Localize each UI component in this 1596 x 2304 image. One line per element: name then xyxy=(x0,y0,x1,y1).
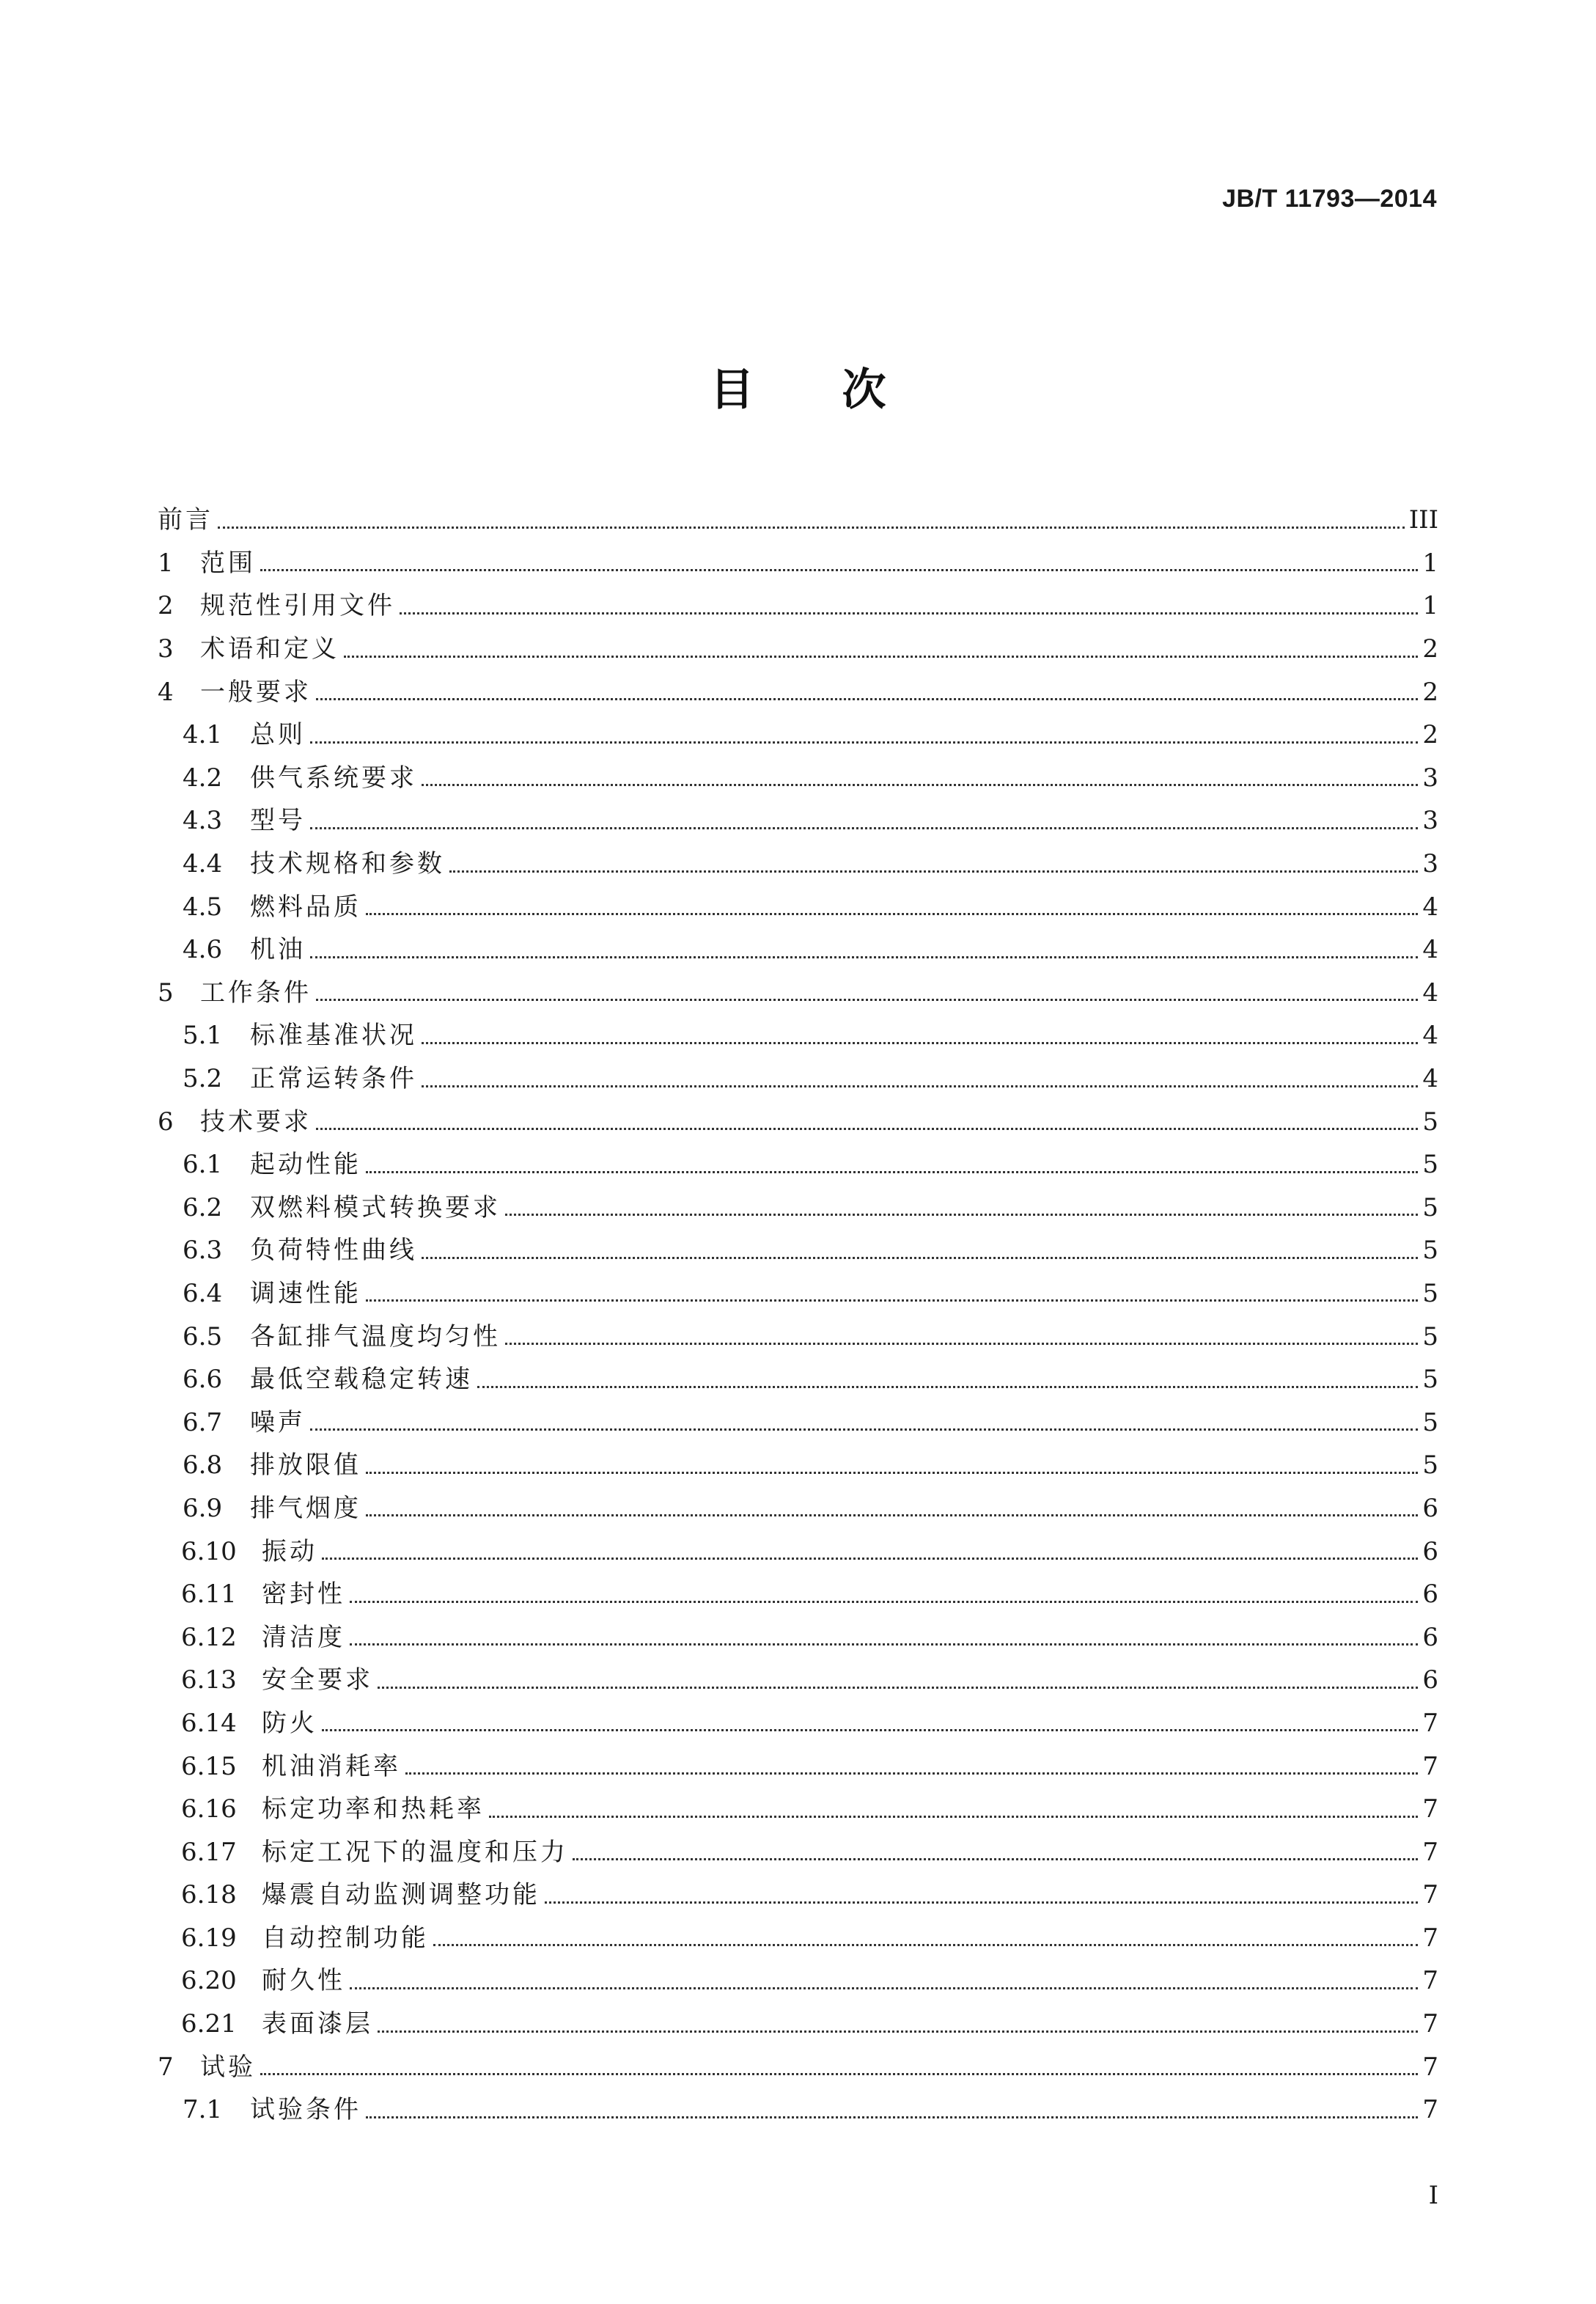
table-of-contents xyxy=(158,499,1438,2132)
toc-entry-number: 6.12 xyxy=(181,1622,237,1652)
toc-entry-label: 防火 xyxy=(262,1708,317,1738)
toc-entry-page: 7 xyxy=(1422,1923,1438,1953)
toc-entry-number: 4 xyxy=(158,677,174,707)
toc-entry[interactable] xyxy=(158,2045,1438,2088)
toc-entry[interactable] xyxy=(158,713,1438,757)
toc-entry-label: 技术要求 xyxy=(200,1107,312,1137)
toc-entry-number: 6.19 xyxy=(181,1923,237,1953)
toc-entry-page: 7 xyxy=(1422,2009,1438,2039)
toc-entry-label: 标准基准状况 xyxy=(250,1021,417,1051)
toc-entry-label: 工作条件 xyxy=(200,977,312,1008)
toc-entry-label: 燃料品质 xyxy=(250,892,361,922)
toc-dot-leader xyxy=(310,956,1418,958)
toc-entry-label: 机油 xyxy=(250,935,306,965)
toc-entry[interactable] xyxy=(158,1917,1438,1960)
toc-dot-leader xyxy=(310,741,1418,744)
toc-entry[interactable] xyxy=(158,1315,1438,1358)
toc-dot-leader xyxy=(378,1687,1418,1689)
toc-entry[interactable] xyxy=(158,843,1438,886)
toc-dot-leader xyxy=(366,1514,1418,1516)
toc-entry[interactable] xyxy=(158,1959,1438,2003)
toc-entry-number: 7.1 xyxy=(183,2095,223,2125)
toc-entry-label: 标定功率和热耗率 xyxy=(262,1794,485,1824)
toc-entry-number: 6.14 xyxy=(181,1708,237,1738)
toc-dot-leader xyxy=(366,1299,1418,1302)
toc-entry-number: 6.7 xyxy=(183,1407,223,1437)
toc-entry-number: 6 xyxy=(158,1107,174,1137)
toc-entry-label: 调速性能 xyxy=(250,1278,361,1308)
toc-entry-page: 7 xyxy=(1422,2052,1438,2082)
toc-entry-label: 清洁度 xyxy=(262,1622,345,1652)
toc-dot-leader xyxy=(489,1816,1418,1818)
toc-entry-page: 7 xyxy=(1422,1880,1438,1910)
toc-entry-label: 试验 xyxy=(200,2052,256,2082)
toc-entry-page: 6 xyxy=(1422,1622,1438,1652)
toc-entry-label: 技术规格和参数 xyxy=(250,849,445,879)
toc-entry-number: 5.1 xyxy=(183,1021,223,1051)
toc-entry[interactable] xyxy=(158,1659,1438,1702)
toc-dot-leader xyxy=(422,1042,1418,1044)
toc-entry[interactable] xyxy=(158,1530,1438,1573)
toc-entry[interactable] xyxy=(158,1702,1438,1745)
toc-entry-page: 3 xyxy=(1422,763,1438,793)
toc-entry[interactable] xyxy=(158,972,1438,1015)
toc-entry-page: 2 xyxy=(1422,634,1438,664)
toc-entry-label: 机油消耗率 xyxy=(262,1751,401,1781)
toc-entry-label: 噪声 xyxy=(250,1407,306,1437)
toc-entry-label: 标定工况下的温度和压力 xyxy=(262,1837,568,1867)
toc-entry-page: 4 xyxy=(1422,1021,1438,1051)
toc-entry-page: 3 xyxy=(1422,849,1438,879)
toc-entry-number: 4.1 xyxy=(183,720,223,750)
toc-entry-label: 供气系统要求 xyxy=(250,763,417,793)
toc-entry-page: 7 xyxy=(1422,1837,1438,1867)
toc-dot-leader xyxy=(422,1085,1418,1087)
toc-entry-page: 4 xyxy=(1422,935,1438,965)
toc-entry[interactable] xyxy=(158,1444,1438,1487)
toc-entry-number: 5.2 xyxy=(183,1064,223,1094)
toc-entry[interactable] xyxy=(158,1014,1438,1057)
toc-entry-page: 5 xyxy=(1422,1407,1438,1437)
toc-dot-leader xyxy=(366,1171,1418,1173)
toc-entry-label: 耐久性 xyxy=(262,1966,345,1996)
toc-entry-label: 术语和定义 xyxy=(200,634,339,664)
toc-entry-page: 6 xyxy=(1422,1665,1438,1695)
toc-dot-leader xyxy=(505,1343,1418,1345)
toc-dot-leader xyxy=(316,999,1418,1001)
toc-dot-leader xyxy=(378,2030,1418,2033)
toc-entry-label: 总则 xyxy=(250,720,306,750)
toc-entry[interactable] xyxy=(158,542,1438,585)
toc-entry-page: 6 xyxy=(1422,1536,1438,1566)
toc-entry-number: 6.2 xyxy=(183,1192,223,1222)
toc-dot-leader xyxy=(449,870,1418,873)
toc-entry[interactable] xyxy=(158,1401,1438,1444)
toc-entry-page: 6 xyxy=(1422,1493,1438,1523)
toc-dot-leader xyxy=(350,1643,1418,1646)
toc-entry-page: 7 xyxy=(1422,1751,1438,1781)
toc-entry-number: 6.11 xyxy=(181,1580,237,1610)
toc-entry[interactable] xyxy=(158,1186,1438,1230)
toc-entry[interactable] xyxy=(158,757,1438,800)
toc-entry-page: 2 xyxy=(1422,720,1438,750)
toc-entry-number: 1 xyxy=(158,548,174,578)
toc-entry-number: 7 xyxy=(158,2052,174,2082)
toc-entry[interactable] xyxy=(158,1615,1438,1659)
toc-dot-leader xyxy=(322,1729,1418,1731)
toc-entry-number: 6.17 xyxy=(181,1837,237,1867)
toc-dot-leader xyxy=(505,1214,1418,1216)
toc-entry-number: 6.20 xyxy=(181,1966,237,1996)
toc-entry[interactable] xyxy=(158,628,1438,671)
toc-entry-number: 6.18 xyxy=(181,1880,237,1910)
toc-entry-label: 范围 xyxy=(200,548,256,578)
toc-entry-number: 6.1 xyxy=(183,1150,223,1180)
toc-dot-leader xyxy=(477,1386,1418,1388)
toc-entry-label: 自动控制功能 xyxy=(262,1923,429,1953)
toc-entry[interactable] xyxy=(158,1057,1438,1101)
toc-entry[interactable] xyxy=(158,499,1438,542)
toc-entry[interactable] xyxy=(158,1229,1438,1272)
toc-entry-label: 负荷特性曲线 xyxy=(250,1236,417,1266)
toc-entry-number: 4.5 xyxy=(183,892,223,922)
toc-dot-leader xyxy=(366,913,1418,915)
toc-entry-page: 7 xyxy=(1422,1708,1438,1738)
toc-dot-leader xyxy=(422,1257,1418,1259)
toc-entry[interactable] xyxy=(158,1100,1438,1143)
toc-dot-leader xyxy=(260,2073,1418,2075)
toc-entry-label: 振动 xyxy=(262,1536,317,1566)
toc-entry[interactable] xyxy=(158,670,1438,713)
toc-dot-leader xyxy=(322,1558,1418,1560)
toc-entry[interactable] xyxy=(158,1573,1438,1616)
toc-entry-label: 试验条件 xyxy=(250,2095,361,2125)
toc-entry[interactable] xyxy=(158,885,1438,928)
toc-entry-number: 3 xyxy=(158,634,174,664)
toc-entry-page: 5 xyxy=(1422,1321,1438,1351)
toc-entry-label: 规范性引用文件 xyxy=(200,591,395,621)
toc-entry-label: 最低空载稳定转速 xyxy=(250,1365,473,1395)
toc-dot-leader xyxy=(310,827,1418,829)
toc-entry-page: 5 xyxy=(1422,1150,1438,1180)
toc-entry-page: III xyxy=(1408,505,1438,535)
toc-entry-page: 5 xyxy=(1422,1192,1438,1222)
toc-entry-label: 爆震自动监测调整功能 xyxy=(262,1880,540,1910)
toc-dot-leader xyxy=(405,1772,1418,1775)
toc-entry-number: 2 xyxy=(158,591,174,621)
toc-entry-label: 排气烟度 xyxy=(250,1493,361,1523)
toc-entry-label: 一般要求 xyxy=(200,677,312,707)
toc-entry-label: 排放限值 xyxy=(250,1450,361,1481)
toc-entry[interactable] xyxy=(158,1874,1438,1917)
toc-entry-page: 4 xyxy=(1422,1064,1438,1094)
toc-dot-leader xyxy=(350,1987,1418,1989)
toc-entry-number: 6.4 xyxy=(183,1278,223,1308)
toc-entry-number: 6.13 xyxy=(181,1665,237,1695)
toc-entry-number: 4.6 xyxy=(183,935,223,965)
toc-entry[interactable] xyxy=(158,2003,1438,2046)
toc-entry-label: 密封性 xyxy=(262,1580,345,1610)
toc-entry-page: 1 xyxy=(1422,591,1438,621)
toc-entry-number: 4.3 xyxy=(183,806,223,836)
toc-entry-label: 安全要求 xyxy=(262,1665,373,1695)
document-code: JB/T 11793—2014 xyxy=(1222,185,1437,213)
toc-entry-page: 4 xyxy=(1422,977,1438,1008)
toc-entry-number: 4.2 xyxy=(183,763,223,793)
toc-dot-leader xyxy=(350,1601,1418,1603)
toc-entry-page: 5 xyxy=(1422,1236,1438,1266)
toc-entry-page: 5 xyxy=(1422,1278,1438,1308)
toc-entry[interactable] xyxy=(158,1143,1438,1186)
toc-entry-page: 5 xyxy=(1422,1107,1438,1137)
toc-entry[interactable] xyxy=(158,1487,1438,1530)
toc-dot-leader xyxy=(573,1858,1418,1860)
toc-entry[interactable] xyxy=(158,799,1438,843)
toc-entry[interactable] xyxy=(158,1744,1438,1788)
toc-entry-number: 4.4 xyxy=(183,849,223,879)
toc-entry[interactable] xyxy=(158,1788,1438,1831)
toc-entry[interactable] xyxy=(158,1358,1438,1401)
toc-entry-number: 6.21 xyxy=(181,2009,237,2039)
toc-entry-number: 6.8 xyxy=(183,1450,223,1481)
toc-dot-leader xyxy=(344,656,1418,658)
toc-entry-label: 型号 xyxy=(250,806,306,836)
toc-entry-label: 前言 xyxy=(158,505,213,535)
footer-page-number: I xyxy=(1428,2181,1438,2210)
toc-entry-page: 4 xyxy=(1422,892,1438,922)
toc-dot-leader xyxy=(310,1428,1418,1431)
toc-entry-number: 6.3 xyxy=(183,1236,223,1266)
toc-dot-leader xyxy=(366,1472,1418,1474)
toc-dot-leader xyxy=(316,1128,1418,1130)
page-title: 目次 xyxy=(710,364,974,416)
toc-entry-label: 表面漆层 xyxy=(262,2009,373,2039)
toc-dot-leader xyxy=(422,784,1418,786)
toc-entry-page: 7 xyxy=(1422,2095,1438,2125)
toc-entry-page: 7 xyxy=(1422,1794,1438,1824)
toc-entry-number: 5 xyxy=(158,977,174,1008)
toc-entry-page: 3 xyxy=(1422,806,1438,836)
toc-entry[interactable] xyxy=(158,2088,1438,2132)
toc-dot-leader xyxy=(545,1901,1418,1904)
toc-entry-number: 6.5 xyxy=(183,1321,223,1351)
toc-entry-page: 5 xyxy=(1422,1365,1438,1395)
toc-entry-page: 1 xyxy=(1422,548,1438,578)
toc-entry-label: 正常运转条件 xyxy=(250,1064,417,1094)
toc-entry-number: 6.15 xyxy=(181,1751,237,1781)
toc-entry-page: 2 xyxy=(1422,677,1438,707)
toc-entry-label: 起动性能 xyxy=(250,1150,361,1180)
toc-dot-leader xyxy=(316,698,1418,700)
toc-entry-page: 5 xyxy=(1422,1450,1438,1481)
toc-entry-page: 7 xyxy=(1422,1966,1438,1996)
toc-entry-number: 6.10 xyxy=(181,1536,237,1566)
toc-dot-leader xyxy=(218,527,1405,529)
toc-entry-label: 双燃料模式转换要求 xyxy=(250,1192,501,1222)
toc-entry[interactable] xyxy=(158,928,1438,972)
toc-entry-label: 各缸排气温度均匀性 xyxy=(250,1321,501,1351)
toc-dot-leader xyxy=(260,569,1418,571)
toc-entry-number: 6.6 xyxy=(183,1365,223,1395)
toc-dot-leader xyxy=(366,2116,1418,2118)
toc-entry-page: 6 xyxy=(1422,1580,1438,1610)
toc-entry[interactable] xyxy=(158,584,1438,628)
toc-entry[interactable] xyxy=(158,1272,1438,1316)
toc-entry-number: 6.16 xyxy=(181,1794,237,1824)
toc-entry[interactable] xyxy=(158,1830,1438,1874)
toc-dot-leader xyxy=(433,1944,1418,1946)
toc-dot-leader xyxy=(400,612,1418,614)
toc-entry-number: 6.9 xyxy=(183,1493,223,1523)
